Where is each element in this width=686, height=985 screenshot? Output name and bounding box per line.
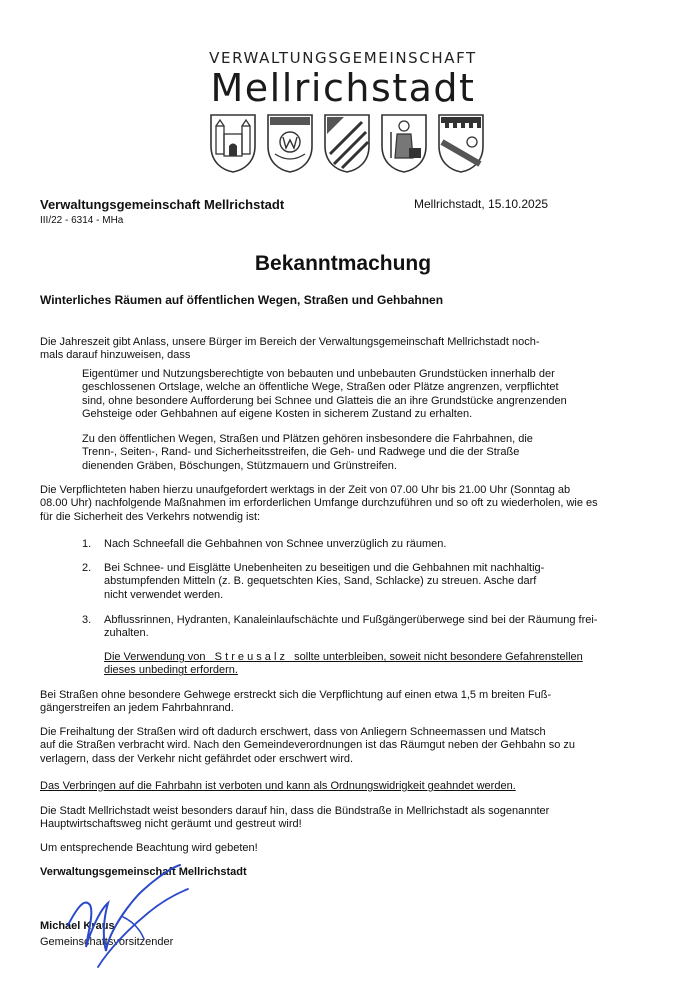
text-line: verlagern, dass der Verkehr nicht gefährdet oder erschwert wird.: [40, 752, 354, 765]
crest-icon-battlement: [436, 112, 486, 174]
text-line: Die Jahreszeit gibt Anlass, unsere Bürger im Bereich der Verwaltungsgemeinschaft Mellrichstadt noch-: [40, 336, 540, 348]
indented-paragraph-roads: [82, 433, 533, 473]
letterhead-name: Mellrichstadt: [210, 66, 476, 110]
text-line: zuhalten.: [104, 627, 149, 640]
text-line: mals darauf hinzuweisen, dass: [40, 349, 191, 362]
crest-icon-w: [265, 112, 315, 174]
crest-icon-saint: [379, 112, 429, 174]
list-item-number: 2.: [82, 562, 92, 574]
text-line: Gehsteige oder Gehbahnen auf eigene Kosten in sicherem Zustand zu erhalten.: [82, 408, 473, 421]
bundstrasse-paragraph: [40, 805, 549, 832]
indented-paragraph-owners: [82, 368, 567, 422]
text-line: Trenn-, Seiten-, Rand- und Sicherheitsstreifen, die Geh- und Radwege und die der Straße: [82, 446, 520, 459]
handwritten-signature: [28, 855, 208, 970]
text-line: Das Verbringen auf die Fahrbahn ist verboten und kann als Ordnungswidrigkeit geahndet werden.: [40, 780, 516, 792]
list-item-number: 3.: [82, 614, 92, 626]
document-title: Bekanntmachung: [254, 252, 432, 275]
forbidden-notice: [40, 780, 516, 793]
list-item: [104, 562, 544, 602]
signer-role: Gemeinschaftsvorsitzender: [40, 936, 174, 948]
clearing-paragraph: [40, 726, 575, 766]
text-line: Zu den öffentlichen Wegen, Straßen und Plätzen gehören insbesondere die Fahrbahnen, die: [82, 433, 533, 445]
text-line: auf die Straßen verbracht wird. Nach den Gemeindeverordnungen ist das Räumgut neben der Gehbahn so zu: [40, 739, 576, 752]
coat-of-arms-row: [208, 112, 488, 174]
text-line: dieses unbedingt erfordern.: [104, 664, 238, 677]
text-line: Um entsprechende Beachtung wird gebeten!: [40, 842, 258, 854]
text-line: Eigentümer und Nutzungsberechtigte von bebauten und unbebauten Grundstücken innerhalb der: [82, 368, 555, 380]
letter-date: Mellrichstadt, 15.10.2025: [414, 197, 549, 211]
intro-paragraph: [40, 336, 540, 363]
streusalz-notice: [104, 651, 583, 678]
text-line: für die Sicherheit des Verkehrs notwendig ist:: [40, 510, 261, 523]
text-line: nicht verwendet werden.: [104, 588, 224, 601]
text-line: Bei Straßen ohne besondere Gehwege erstreckt sich die Verpflichtung auf einen etwa 1,5 m breiten Fuß-: [40, 689, 552, 701]
text-line: Bei Schnee- und Eisglätte Unebenheiten zu beseitigen und die Gehbahnen mit nachhaltig-: [104, 562, 545, 574]
crest-icon-gate: [208, 112, 258, 174]
text-line: dienenden Gräben, Böschungen, Stützmauern und Grünstreifen.: [82, 459, 397, 472]
list-item-number: 1.: [82, 538, 92, 550]
sender-name: Verwaltungsgemeinschaft Mellrichstadt: [40, 197, 285, 212]
signer-name: Michael Kraus: [40, 920, 115, 932]
signature-org: Verwaltungsgemeinschaft Mellrichstadt: [40, 866, 247, 878]
width-paragraph: [40, 689, 551, 716]
document-subtitle: Winterliches Räumen auf öffentlichen Wegen, Straßen und Gehbahnen: [40, 293, 444, 307]
letterhead-top-line: VERWALTUNGSGEMEINSCHAFT: [209, 49, 477, 67]
text-line: Die Freihaltung der Straßen wird oft dadurch erschwert, dass von Anliegern Schneemassen und Matsch: [40, 726, 546, 738]
text-line: Abflussrinnen, Hydranten, Kanaleinlaufschächte und Fußgängerüberwege sind bei der Räumung frei-: [104, 614, 598, 626]
text-line: Hauptwirtschaftsweg nicht geräumt und gestreut wird!: [40, 818, 302, 831]
closing-line: [40, 842, 258, 855]
reference-number: III/22 - 6314 - MHa: [40, 215, 124, 226]
text-line: gängerstreifen an jedem Fahrbahnrand.: [40, 702, 234, 715]
crest-icon-diagonal: [322, 112, 372, 174]
text-line: sind, ohne besondere Aufforderung bei Schnee und Glatteis die an ihre Grundstücke angrenzenden: [82, 394, 567, 407]
text-line: Die Verwendung von S t r e u s a l z sollte unterbleiben, soweit nicht besondere Gefahrenstellen: [104, 651, 583, 663]
text-line: Die Stadt Mellrichstadt weist besonders darauf hin, dass die Bündstraße in Mellrichstadt als sogenannter: [40, 805, 550, 817]
text-line: Nach Schneefall die Gehbahnen von Schnee unverzüglich zu räumen.: [104, 538, 447, 550]
text-line: 08.00 Uhr) nachfolgende Maßnahmen im erforderlichen Umfange durchzuführen und so oft zu wiederholen, wie es: [40, 497, 598, 510]
text-line: Die Verpflichteten haben hierzu unaufgefordert werktags in der Zeit von 07.00 Uhr bis 21.00 Uhr (Sonntag ab: [40, 484, 571, 496]
text-line: abstumpfenden Mitteln (z. B. gequetschten Kies, Sand, Schlacke) zu streuen. Asche darf: [104, 575, 537, 588]
text-line: geschlossenen Ortslage, welche an öffentliche Wege, Straßen oder Plätze angrenzen, verpflichtet: [82, 381, 559, 394]
list-item: [104, 538, 446, 551]
obligation-paragraph: [40, 484, 598, 524]
list-item: [104, 614, 597, 641]
